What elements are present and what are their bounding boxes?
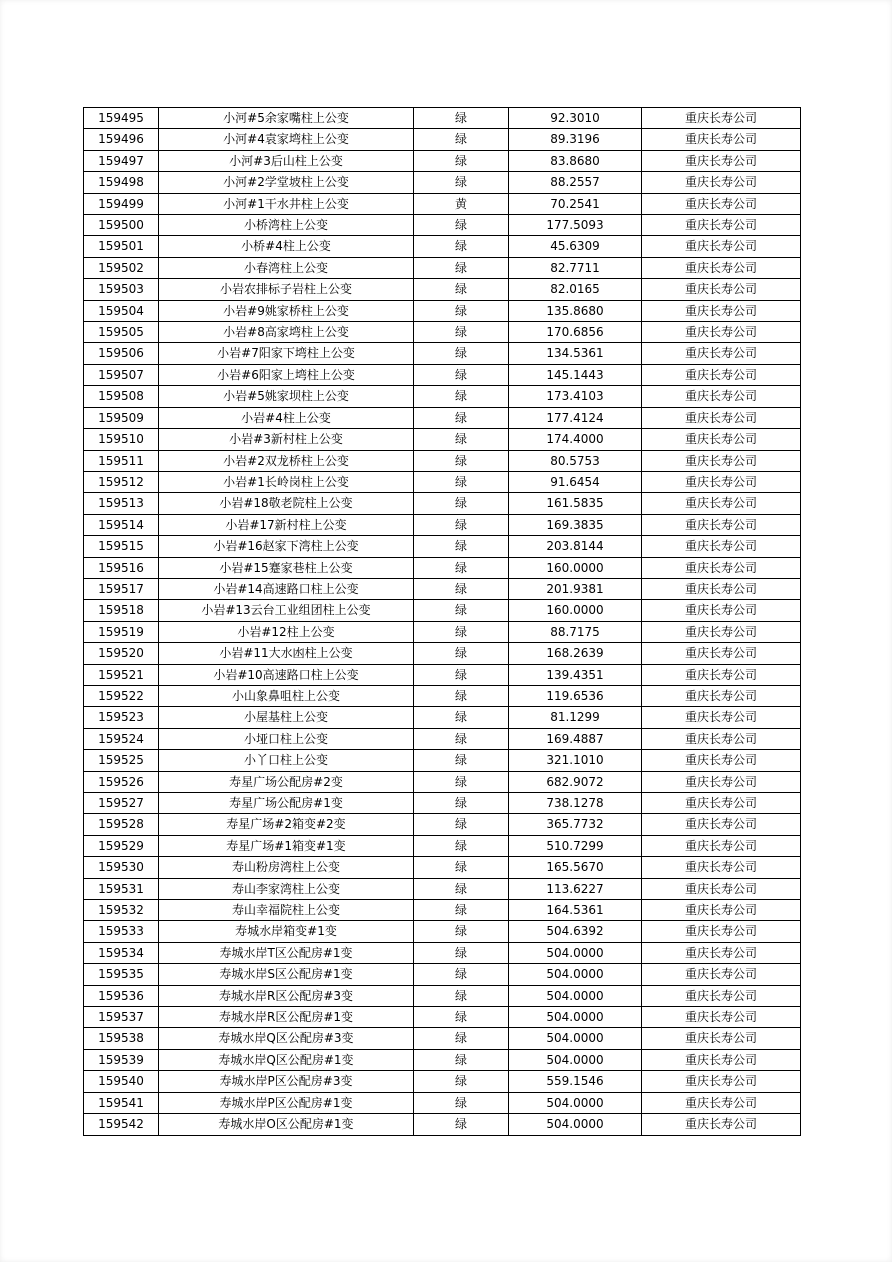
cell-value: 169.4887	[509, 728, 642, 749]
table-row	[84, 343, 801, 364]
cell-value: 89.3196	[509, 129, 642, 150]
cell-status: 绿	[414, 1071, 509, 1092]
cell-id: 159522	[84, 685, 159, 706]
cell-status: 绿	[414, 429, 509, 450]
cell-name: 寿城水岸R区公配房#1变	[159, 1007, 414, 1028]
table-row	[84, 322, 801, 343]
cell-company: 重庆长寿公司	[642, 707, 801, 728]
cell-company: 重庆长寿公司	[642, 215, 801, 236]
cell-id: 159517	[84, 578, 159, 599]
cell-name: 小岩#1长岭岗柱上公变	[159, 471, 414, 492]
table-row	[84, 1092, 801, 1113]
cell-name: 寿城水岸箱变#1变	[159, 921, 414, 942]
cell-value: 164.5361	[509, 900, 642, 921]
table-row	[84, 1071, 801, 1092]
cell-name: 小岩#15蹇家巷柱上公变	[159, 557, 414, 578]
cell-name: 小河#5余家嘴柱上公变	[159, 108, 414, 129]
cell-status: 绿	[414, 1007, 509, 1028]
table-row	[84, 1007, 801, 1028]
cell-name: 小垭口柱上公变	[159, 728, 414, 749]
cell-company: 重庆长寿公司	[642, 493, 801, 514]
cell-name: 小岩#5姚家坝柱上公变	[159, 386, 414, 407]
cell-status: 绿	[414, 643, 509, 664]
cell-id: 159538	[84, 1028, 159, 1049]
cell-status: 绿	[414, 108, 509, 129]
cell-value: 504.0000	[509, 1092, 642, 1113]
cell-company: 重庆长寿公司	[642, 429, 801, 450]
cell-id: 159534	[84, 942, 159, 963]
cell-name: 小河#1干水井柱上公变	[159, 193, 414, 214]
cell-id: 159514	[84, 514, 159, 535]
table-row	[84, 450, 801, 471]
cell-value: 45.6309	[509, 236, 642, 257]
cell-company: 重庆长寿公司	[642, 793, 801, 814]
table-row	[84, 236, 801, 257]
cell-company: 重庆长寿公司	[642, 514, 801, 535]
table-row	[84, 621, 801, 642]
cell-name: 小春湾柱上公变	[159, 257, 414, 278]
cell-company: 重庆长寿公司	[642, 1049, 801, 1070]
cell-name: 小岩#8高家塆柱上公变	[159, 322, 414, 343]
cell-company: 重庆长寿公司	[642, 1092, 801, 1113]
cell-company: 重庆长寿公司	[642, 364, 801, 385]
cell-value: 504.0000	[509, 1049, 642, 1070]
cell-value: 173.4103	[509, 386, 642, 407]
cell-status: 绿	[414, 1028, 509, 1049]
cell-id: 159501	[84, 236, 159, 257]
cell-id: 159516	[84, 557, 159, 578]
cell-name: 小岩#13云台工业组团柱上公变	[159, 600, 414, 621]
cell-value: 504.0000	[509, 942, 642, 963]
cell-name: 小岩#9姚家桥柱上公变	[159, 300, 414, 321]
cell-id: 159536	[84, 985, 159, 1006]
cell-value: 504.0000	[509, 1028, 642, 1049]
cell-status: 绿	[414, 1092, 509, 1113]
table-row	[84, 536, 801, 557]
transformer-table-container	[83, 107, 800, 1136]
cell-company: 重庆长寿公司	[642, 685, 801, 706]
cell-value: 365.7732	[509, 814, 642, 835]
cell-company: 重庆长寿公司	[642, 322, 801, 343]
table-row	[84, 429, 801, 450]
cell-status: 绿	[414, 150, 509, 171]
cell-value: 92.3010	[509, 108, 642, 129]
cell-status: 绿	[414, 343, 509, 364]
cell-company: 重庆长寿公司	[642, 471, 801, 492]
cell-company: 重庆长寿公司	[642, 750, 801, 771]
cell-id: 159518	[84, 600, 159, 621]
transformer-table	[83, 107, 801, 1136]
cell-status: 绿	[414, 322, 509, 343]
table-row	[84, 814, 801, 835]
cell-status: 黄	[414, 193, 509, 214]
cell-id: 159529	[84, 835, 159, 856]
cell-value: 203.8144	[509, 536, 642, 557]
cell-value: 139.4351	[509, 664, 642, 685]
cell-id: 159507	[84, 364, 159, 385]
cell-id: 159495	[84, 108, 159, 129]
cell-company: 重庆长寿公司	[642, 771, 801, 792]
cell-company: 重庆长寿公司	[642, 578, 801, 599]
table-row	[84, 1114, 801, 1135]
cell-value: 559.1546	[509, 1071, 642, 1092]
cell-name: 小岩#11大水凼柱上公变	[159, 643, 414, 664]
cell-company: 重庆长寿公司	[642, 257, 801, 278]
table-row	[84, 771, 801, 792]
cell-status: 绿	[414, 236, 509, 257]
cell-status: 绿	[414, 471, 509, 492]
cell-value: 165.5670	[509, 857, 642, 878]
cell-company: 重庆长寿公司	[642, 1114, 801, 1135]
cell-company: 重庆长寿公司	[642, 921, 801, 942]
cell-value: 504.6392	[509, 921, 642, 942]
table-row	[84, 857, 801, 878]
cell-company: 重庆长寿公司	[642, 150, 801, 171]
cell-id: 159523	[84, 707, 159, 728]
cell-id: 159527	[84, 793, 159, 814]
cell-name: 小岩#6阳家上塆柱上公变	[159, 364, 414, 385]
cell-company: 重庆长寿公司	[642, 193, 801, 214]
table-row	[84, 728, 801, 749]
cell-id: 159540	[84, 1071, 159, 1092]
cell-name: 寿山李家湾柱上公变	[159, 878, 414, 899]
cell-company: 重庆长寿公司	[642, 814, 801, 835]
cell-id: 159512	[84, 471, 159, 492]
cell-name: 寿城水岸O区公配房#1变	[159, 1114, 414, 1135]
cell-company: 重庆长寿公司	[642, 857, 801, 878]
cell-name: 小岩#18敬老院柱上公变	[159, 493, 414, 514]
cell-value: 174.4000	[509, 429, 642, 450]
cell-name: 寿山幸福院柱上公变	[159, 900, 414, 921]
cell-id: 159533	[84, 921, 159, 942]
cell-company: 重庆长寿公司	[642, 557, 801, 578]
cell-id: 159531	[84, 878, 159, 899]
cell-name: 寿星广场公配房#2变	[159, 771, 414, 792]
cell-status: 绿	[414, 514, 509, 535]
cell-status: 绿	[414, 942, 509, 963]
cell-status: 绿	[414, 878, 509, 899]
cell-name: 小岩#2双龙桥柱上公变	[159, 450, 414, 471]
cell-id: 159504	[84, 300, 159, 321]
cell-value: 504.0000	[509, 964, 642, 985]
cell-company: 重庆长寿公司	[642, 1007, 801, 1028]
table-row	[84, 407, 801, 428]
transformer-table-body	[84, 108, 801, 1136]
cell-status: 绿	[414, 386, 509, 407]
cell-value: 160.0000	[509, 600, 642, 621]
table-row	[84, 557, 801, 578]
cell-name: 寿城水岸Q区公配房#3变	[159, 1028, 414, 1049]
cell-id: 159508	[84, 386, 159, 407]
cell-name: 小岩农排标子岩柱上公变	[159, 279, 414, 300]
cell-status: 绿	[414, 857, 509, 878]
cell-status: 绿	[414, 750, 509, 771]
cell-status: 绿	[414, 621, 509, 642]
cell-company: 重庆长寿公司	[642, 835, 801, 856]
cell-company: 重庆长寿公司	[642, 172, 801, 193]
cell-id: 159520	[84, 643, 159, 664]
cell-company: 重庆长寿公司	[642, 343, 801, 364]
cell-name: 小岩#3新村柱上公变	[159, 429, 414, 450]
cell-value: 168.2639	[509, 643, 642, 664]
cell-value: 321.1010	[509, 750, 642, 771]
cell-status: 绿	[414, 450, 509, 471]
cell-id: 159497	[84, 150, 159, 171]
cell-status: 绿	[414, 793, 509, 814]
cell-company: 重庆长寿公司	[642, 942, 801, 963]
cell-value: 160.0000	[509, 557, 642, 578]
cell-id: 159539	[84, 1049, 159, 1070]
cell-name: 小桥湾柱上公变	[159, 215, 414, 236]
table-row	[84, 900, 801, 921]
cell-company: 重庆长寿公司	[642, 878, 801, 899]
cell-id: 159509	[84, 407, 159, 428]
cell-name: 寿城水岸P区公配房#3变	[159, 1071, 414, 1092]
cell-status: 绿	[414, 215, 509, 236]
table-row	[84, 664, 801, 685]
cell-value: 510.7299	[509, 835, 642, 856]
cell-status: 绿	[414, 814, 509, 835]
cell-value: 80.5753	[509, 450, 642, 471]
cell-value: 91.6454	[509, 471, 642, 492]
table-row	[84, 878, 801, 899]
table-row	[84, 279, 801, 300]
cell-company: 重庆长寿公司	[642, 664, 801, 685]
cell-status: 绿	[414, 364, 509, 385]
cell-id: 159500	[84, 215, 159, 236]
cell-name: 小山象鼻咀柱上公变	[159, 685, 414, 706]
table-row	[84, 215, 801, 236]
cell-value: 81.1299	[509, 707, 642, 728]
table-row	[84, 600, 801, 621]
cell-id: 159496	[84, 129, 159, 150]
cell-id: 159526	[84, 771, 159, 792]
cell-value: 83.8680	[509, 150, 642, 171]
cell-value: 82.7711	[509, 257, 642, 278]
cell-status: 绿	[414, 771, 509, 792]
cell-value: 113.6227	[509, 878, 642, 899]
cell-id: 159519	[84, 621, 159, 642]
cell-value: 177.5093	[509, 215, 642, 236]
cell-value: 738.1278	[509, 793, 642, 814]
cell-status: 绿	[414, 1114, 509, 1135]
cell-name: 寿城水岸P区公配房#1变	[159, 1092, 414, 1113]
cell-status: 绿	[414, 300, 509, 321]
cell-id: 159525	[84, 750, 159, 771]
table-row	[84, 364, 801, 385]
cell-id: 159498	[84, 172, 159, 193]
cell-value: 145.1443	[509, 364, 642, 385]
cell-value: 135.8680	[509, 300, 642, 321]
cell-name: 小河#2学堂坡柱上公变	[159, 172, 414, 193]
cell-status: 绿	[414, 985, 509, 1006]
cell-value: 201.9381	[509, 578, 642, 599]
table-row	[84, 707, 801, 728]
cell-status: 绿	[414, 685, 509, 706]
cell-company: 重庆长寿公司	[642, 536, 801, 557]
table-row	[84, 172, 801, 193]
cell-name: 寿城水岸R区公配房#3变	[159, 985, 414, 1006]
cell-status: 绿	[414, 664, 509, 685]
cell-name: 寿山粉房湾柱上公变	[159, 857, 414, 878]
table-row	[84, 985, 801, 1006]
cell-id: 159510	[84, 429, 159, 450]
cell-name: 小河#3后山柱上公变	[159, 150, 414, 171]
cell-company: 重庆长寿公司	[642, 386, 801, 407]
cell-id: 159537	[84, 1007, 159, 1028]
cell-company: 重庆长寿公司	[642, 1028, 801, 1049]
table-row	[84, 643, 801, 664]
cell-name: 小岩#10高速路口柱上公变	[159, 664, 414, 685]
cell-id: 159541	[84, 1092, 159, 1113]
cell-company: 重庆长寿公司	[642, 600, 801, 621]
cell-status: 绿	[414, 172, 509, 193]
cell-value: 177.4124	[509, 407, 642, 428]
cell-status: 绿	[414, 279, 509, 300]
cell-id: 159528	[84, 814, 159, 835]
cell-id: 159513	[84, 493, 159, 514]
cell-id: 159499	[84, 193, 159, 214]
cell-status: 绿	[414, 835, 509, 856]
cell-id: 159511	[84, 450, 159, 471]
cell-company: 重庆长寿公司	[642, 900, 801, 921]
table-row	[84, 685, 801, 706]
cell-status: 绿	[414, 707, 509, 728]
cell-status: 绿	[414, 600, 509, 621]
table-row	[84, 793, 801, 814]
cell-company: 重庆长寿公司	[642, 129, 801, 150]
cell-name: 小桥#4柱上公变	[159, 236, 414, 257]
cell-id: 159530	[84, 857, 159, 878]
table-row	[84, 150, 801, 171]
cell-status: 绿	[414, 578, 509, 599]
cell-company: 重庆长寿公司	[642, 985, 801, 1006]
cell-name: 小岩#4柱上公变	[159, 407, 414, 428]
cell-value: 119.6536	[509, 685, 642, 706]
cell-value: 504.0000	[509, 1114, 642, 1135]
cell-company: 重庆长寿公司	[642, 728, 801, 749]
cell-status: 绿	[414, 536, 509, 557]
cell-company: 重庆长寿公司	[642, 643, 801, 664]
cell-name: 寿城水岸T区公配房#1变	[159, 942, 414, 963]
table-row	[84, 257, 801, 278]
cell-company: 重庆长寿公司	[642, 236, 801, 257]
table-row	[84, 493, 801, 514]
cell-value: 161.5835	[509, 493, 642, 514]
table-row	[84, 471, 801, 492]
cell-value: 88.2557	[509, 172, 642, 193]
cell-status: 绿	[414, 407, 509, 428]
cell-company: 重庆长寿公司	[642, 1071, 801, 1092]
cell-name: 寿城水岸Q区公配房#1变	[159, 1049, 414, 1070]
cell-status: 绿	[414, 921, 509, 942]
cell-id: 159535	[84, 964, 159, 985]
cell-value: 70.2541	[509, 193, 642, 214]
table-row	[84, 1028, 801, 1049]
cell-name: 小岩#16赵家下湾柱上公变	[159, 536, 414, 557]
cell-id: 159524	[84, 728, 159, 749]
cell-company: 重庆长寿公司	[642, 621, 801, 642]
cell-company: 重庆长寿公司	[642, 108, 801, 129]
cell-status: 绿	[414, 964, 509, 985]
cell-value: 88.7175	[509, 621, 642, 642]
table-row	[84, 386, 801, 407]
cell-name: 寿城水岸S区公配房#1变	[159, 964, 414, 985]
cell-value: 82.0165	[509, 279, 642, 300]
cell-company: 重庆长寿公司	[642, 964, 801, 985]
cell-status: 绿	[414, 129, 509, 150]
cell-id: 159502	[84, 257, 159, 278]
cell-status: 绿	[414, 493, 509, 514]
cell-status: 绿	[414, 557, 509, 578]
cell-value: 170.6856	[509, 322, 642, 343]
cell-company: 重庆长寿公司	[642, 279, 801, 300]
cell-id: 159505	[84, 322, 159, 343]
table-row	[84, 578, 801, 599]
cell-id: 159503	[84, 279, 159, 300]
cell-status: 绿	[414, 728, 509, 749]
cell-company: 重庆长寿公司	[642, 407, 801, 428]
cell-name: 寿星广场#2箱变#2变	[159, 814, 414, 835]
cell-status: 绿	[414, 900, 509, 921]
cell-value: 682.9072	[509, 771, 642, 792]
cell-name: 小岩#17新村柱上公变	[159, 514, 414, 535]
cell-name: 寿星广场#1箱变#1变	[159, 835, 414, 856]
table-row	[84, 300, 801, 321]
table-row	[84, 942, 801, 963]
cell-value: 504.0000	[509, 985, 642, 1006]
table-row	[84, 921, 801, 942]
cell-value: 504.0000	[509, 1007, 642, 1028]
cell-name: 小岩#12柱上公变	[159, 621, 414, 642]
cell-name: 小岩#14高速路口柱上公变	[159, 578, 414, 599]
cell-name: 寿星广场公配房#1变	[159, 793, 414, 814]
cell-id: 159506	[84, 343, 159, 364]
cell-name: 小屋基柱上公变	[159, 707, 414, 728]
cell-id: 159542	[84, 1114, 159, 1135]
cell-value: 169.3835	[509, 514, 642, 535]
table-row	[84, 193, 801, 214]
cell-value: 134.5361	[509, 343, 642, 364]
table-row	[84, 1049, 801, 1070]
table-row	[84, 835, 801, 856]
table-row	[84, 514, 801, 535]
cell-name: 小岩#7阳家下塆柱上公变	[159, 343, 414, 364]
cell-name: 小丫口柱上公变	[159, 750, 414, 771]
table-row	[84, 750, 801, 771]
table-row	[84, 964, 801, 985]
cell-name: 小河#4袁家塆柱上公变	[159, 129, 414, 150]
cell-id: 159515	[84, 536, 159, 557]
table-row	[84, 129, 801, 150]
table-row	[84, 108, 801, 129]
cell-company: 重庆长寿公司	[642, 450, 801, 471]
cell-status: 绿	[414, 257, 509, 278]
cell-status: 绿	[414, 1049, 509, 1070]
cell-id: 159521	[84, 664, 159, 685]
cell-company: 重庆长寿公司	[642, 300, 801, 321]
cell-id: 159532	[84, 900, 159, 921]
